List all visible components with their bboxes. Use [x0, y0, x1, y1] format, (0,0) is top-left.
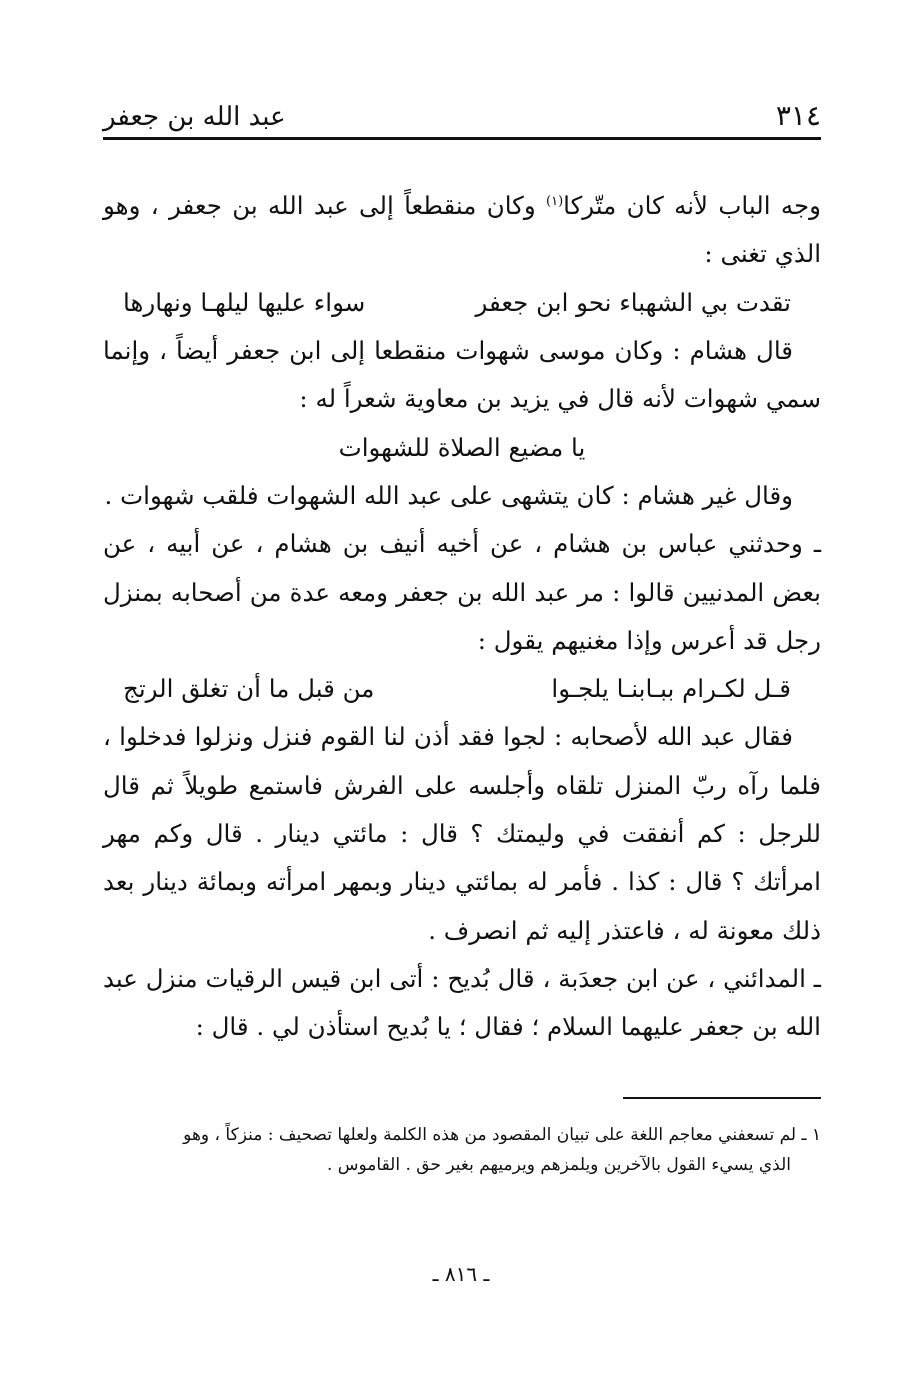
paragraph-1-end: وكان منقطعاً إلى عبد الله بن جعفر ، وهو الذي تغنى : [103, 191, 821, 269]
footnote-line-1: ١ ـ لم تسعفني معاجم اللغة على تبيان المقصود من هذه الكلمة ولعلها تصحيف : منزكاً ، وهو [183, 1125, 821, 1145]
body-text [103, 178, 821, 1052]
verse-3-second-hemistich: من قبل ما أن تغلق الرتج [123, 674, 375, 704]
paragraph-5: فقال عبد الله لأصحابه : لجوا فقد أذن لنا القوم فنزل ونزلوا فدخلوا ، فلما رآه ربّ المنزل تلقاه وأجلسه على الفرش فاستمع طويلاً ثم قال للرجل : كم أنفقت في وليمتك ؟ قال : مائتي دينار . قال وكم مهر امرأتك ؟ قال : كذا . فأمر له بمائتي دينار وبمهر امرأته وبمائة دينار بعد ذلك معونة له ، فاعتذر إليه ثم انصرف . [103, 722, 821, 945]
footer-page-number: ـ ٨١٦ ـ [432, 1262, 490, 1286]
footnote-marker: (١) [546, 194, 564, 209]
footnote-rule [623, 1097, 821, 1099]
header-page-number: ٣١٤ [775, 99, 821, 132]
footnote-line-2: الذي يسيء القول بالآخرين ويلمزهم ويرميهم بغير حق . القاموس . [326, 1155, 791, 1175]
paragraph-1-start: وجه الباب لأنه كان متّركا [563, 191, 821, 221]
page-header [103, 88, 821, 132]
verse-1-second-hemistich: سواء عليها ليلهـا ونهارها [123, 287, 366, 317]
verse-1 [103, 279, 821, 327]
paragraph-1 [103, 178, 821, 279]
footnote [103, 1120, 821, 1180]
paragraph-6: ـ المدائني ، عن ابن جعدَبة ، قال بُديح : أتى ابن قيس الرقيات منزل عبد الله بن جعفر عليهما السلام ؛ فقال ؛ يا بُديح استأذن لي . قال : [103, 963, 821, 1042]
paragraph-4: ـ وحدثني عباس بن هشام ، عن أخيه أنيف بن هشام ، عن أبيه ، عن بعض المدنيين قالوا : مر عبد الله بن جعفر ومعه عدة من أصحابه بمنزل رجل قد أعرس وإذا مغنيهم يقول : [103, 529, 821, 655]
verse-2-line: يا مضيع الصلاة للشهوات [338, 432, 586, 462]
verse-2 [103, 424, 821, 472]
paragraph-2: قال هشام : وكان موسى شهوات منقطعا إلى ابن جعفر أيضاً ، وإنما سمي شهوات لأنه قال في يزيد بن معاوية شعراً له : [103, 336, 821, 414]
paragraph-3: وقال غير هشام : كان يتشهى على عبد الله الشهوات فلقب شهوات . [104, 480, 793, 510]
verse-3-first-hemistich: قـل لكـرام ببـابنـا يلجـوا [551, 674, 791, 704]
header-rule [103, 137, 821, 140]
verse-1-first-hemistich: تقدت بي الشهباء نحو ابن جعفر [475, 287, 791, 317]
verse-3 [103, 665, 821, 713]
running-title: عبد الله بن جعفر [103, 102, 286, 132]
